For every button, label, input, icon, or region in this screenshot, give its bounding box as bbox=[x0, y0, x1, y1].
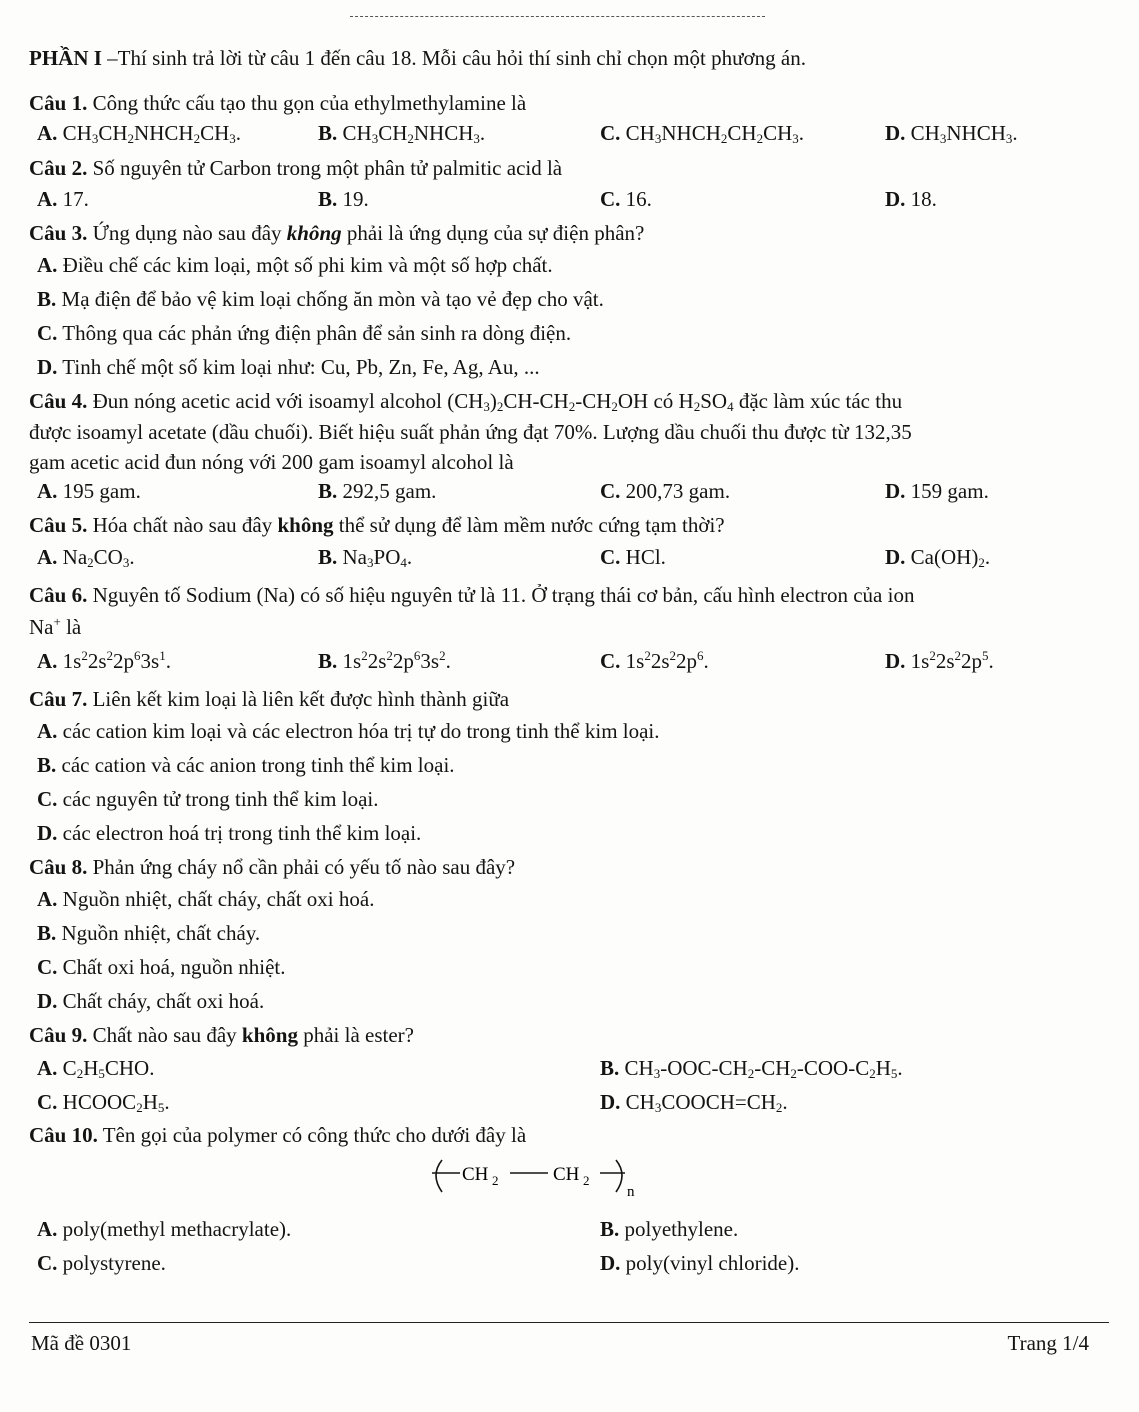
q5-option-c: C. HCl. bbox=[600, 545, 666, 569]
q10-option-c: C. polystyrene. bbox=[37, 1251, 166, 1275]
polymer-structure bbox=[420, 1150, 700, 1200]
question-3: Câu 3. Ứng dụng nào sau đây không phải là ứng dụng của sự điện phân? bbox=[29, 221, 645, 245]
question-9: Câu 9. Chất nào sau đây không phải là ester? bbox=[29, 1023, 414, 1047]
polymer-ch2-2: CH bbox=[553, 1164, 580, 1185]
question-10: Câu 10. Tên gọi của polymer có công thức cho dưới đây là bbox=[29, 1123, 527, 1147]
q6-option-a: A. $1s^22s^22p^63s^1$. bbox=[37, 648, 171, 673]
q2-option-c: C. 16. bbox=[600, 187, 652, 211]
q5-option-d: D. $Ca(OH)_2$. bbox=[885, 545, 991, 570]
q3-option-c: C. Thông qua các phản ứng điện phân để sản sinh ra dòng điện. bbox=[37, 321, 572, 345]
footer-rule bbox=[29, 1322, 1109, 1323]
q2-option-a: A. 17. bbox=[37, 187, 89, 211]
q7-option-c: C. các nguyên tử trong tinh thể kim loại. bbox=[37, 787, 379, 811]
question-4: Câu 4. Đun nóng acetic acid với isoamyl alcohol $(CH_3)_2CH-CH_2-CH_2OH$ có $H_2SO_4$ đặc làm xúc tác thu bbox=[29, 389, 903, 414]
q6-option-d: D. $1s^22s^22p^5$. bbox=[885, 648, 994, 673]
polymer-left-bracket bbox=[436, 1160, 442, 1192]
q10-option-b: B. polyethylene. bbox=[600, 1217, 739, 1241]
question-6: Câu 6. Nguyên tố Sodium (Na) có số hiệu nguyên tử là 11. Ở trạng thái cơ bản, cấu hình electron của ion bbox=[29, 583, 915, 607]
q8-option-b: B. Nguồn nhiệt, chất cháy. bbox=[37, 921, 261, 945]
question-2: Câu 2. Số nguyên tử Carbon trong một phân tử palmitic acid là bbox=[29, 156, 563, 180]
polymer-ch2-1-sub: 2 bbox=[492, 1173, 499, 1188]
part-header: PHẦN I –Thí sinh trả lời từ câu 1 đến câu 18. Mỗi câu hỏi thí sinh chỉ chọn một phương án. bbox=[29, 46, 806, 70]
q10-option-a: A. poly(methyl methacrylate). bbox=[37, 1217, 292, 1241]
polymer-ch2-2-sub: 2 bbox=[583, 1173, 590, 1188]
q3-option-b: B. Mạ điện để bảo vệ kim loại chống ăn mòn và tạo vẻ đẹp cho vật. bbox=[37, 287, 604, 311]
q1-option-b: B. $CH_3CH_2NHCH_3$. bbox=[318, 121, 486, 146]
q8-option-a: A. Nguồn nhiệt, chất cháy, chất oxi hoá. bbox=[37, 887, 375, 911]
q1-option-d: D. $CH_3NHCH_3$. bbox=[885, 121, 1018, 146]
q3-option-a: A. Điều chế các kim loại, một số phi kim và một số hợp chất. bbox=[37, 253, 553, 277]
q2-option-b: B. 19. bbox=[318, 187, 369, 211]
q1-option-c: C. $CH_3NHCH_2CH_2CH_3$. bbox=[600, 121, 804, 146]
q9-option-a: A. $C_2H_5CHO$. bbox=[37, 1056, 155, 1081]
q4-option-d: D. 159 gam. bbox=[885, 479, 989, 503]
q2-option-d: D. 18. bbox=[885, 187, 937, 211]
question-4-line2: được isoamyl acetate (dầu chuối). Biết hiệu suất phản ứng đạt 70%. Lượng dầu chuối thu được từ 132,35 bbox=[29, 420, 912, 444]
question-7: Câu 7. Liên kết kim loại là liên kết được hình thành giữa bbox=[29, 687, 510, 711]
q6-option-b: B. $1s^22s^22p^63s^2$. bbox=[318, 648, 451, 673]
top-dashed-rule bbox=[350, 16, 765, 17]
q6-option-c: C. $1s^22s^22p^6$. bbox=[600, 648, 709, 673]
exam-code: Mã đề 0301 bbox=[31, 1331, 132, 1355]
q1-option-a: A. $CH_3CH_2NHCH_2CH_3$. bbox=[37, 121, 241, 146]
question-5: Câu 5. Hóa chất nào sau đây không thể sử dụng để làm mềm nước cứng tạm thời? bbox=[29, 513, 725, 537]
q9-option-c: C. $HCOOC_2H_5$. bbox=[37, 1090, 170, 1115]
polymer-n: n bbox=[627, 1184, 635, 1200]
q4-option-a: A. 195 gam. bbox=[37, 479, 141, 503]
q7-option-d: D. các electron hoá trị trong tinh thể kim loại. bbox=[37, 821, 422, 845]
q5-option-a: A. $Na_2CO_3$. bbox=[37, 545, 135, 570]
question-6-line2: Na+ là bbox=[29, 614, 82, 639]
page-number: Trang 1/4 bbox=[1007, 1331, 1089, 1355]
q9-option-d: D. $CH_3COOCH=CH_2$. bbox=[600, 1090, 788, 1115]
q7-option-b: B. các cation và các anion trong tinh thể kim loại. bbox=[37, 753, 455, 777]
question-8: Câu 8. Phản ứng cháy nổ cần phải có yếu tố nào sau đây? bbox=[29, 855, 516, 879]
q9-option-b: B. $CH_3-OOC-CH_2-CH_2-COO-C_2H_5$. bbox=[600, 1056, 903, 1081]
q4-option-c: C. 200,73 gam. bbox=[600, 479, 731, 503]
q5-option-b: B. $Na_3PO_4$. bbox=[318, 545, 413, 570]
q8-option-d: D. Chất cháy, chất oxi hoá. bbox=[37, 989, 265, 1013]
q7-option-a: A. các cation kim loại và các electron hóa trị tự do trong tinh thể kim loại. bbox=[37, 719, 660, 743]
q4-option-b: B. 292,5 gam. bbox=[318, 479, 437, 503]
question-4-line3: gam acetic acid đun nóng với 200 gam isoamyl alcohol là bbox=[29, 450, 514, 474]
q8-option-c: C. Chất oxi hoá, nguồn nhiệt. bbox=[37, 955, 286, 979]
polymer-right-bracket bbox=[616, 1160, 622, 1192]
question-1: Câu 1. Công thức cấu tạo thu gọn của ethylmethylamine là bbox=[29, 91, 527, 115]
polymer-ch2-1: CH bbox=[462, 1164, 489, 1185]
q10-option-d: D. poly(vinyl chloride). bbox=[600, 1251, 800, 1275]
q3-option-d: D. Tinh chế một số kim loại như: Cu, Pb, Zn, Fe, Ag, Au, ... bbox=[37, 355, 540, 379]
